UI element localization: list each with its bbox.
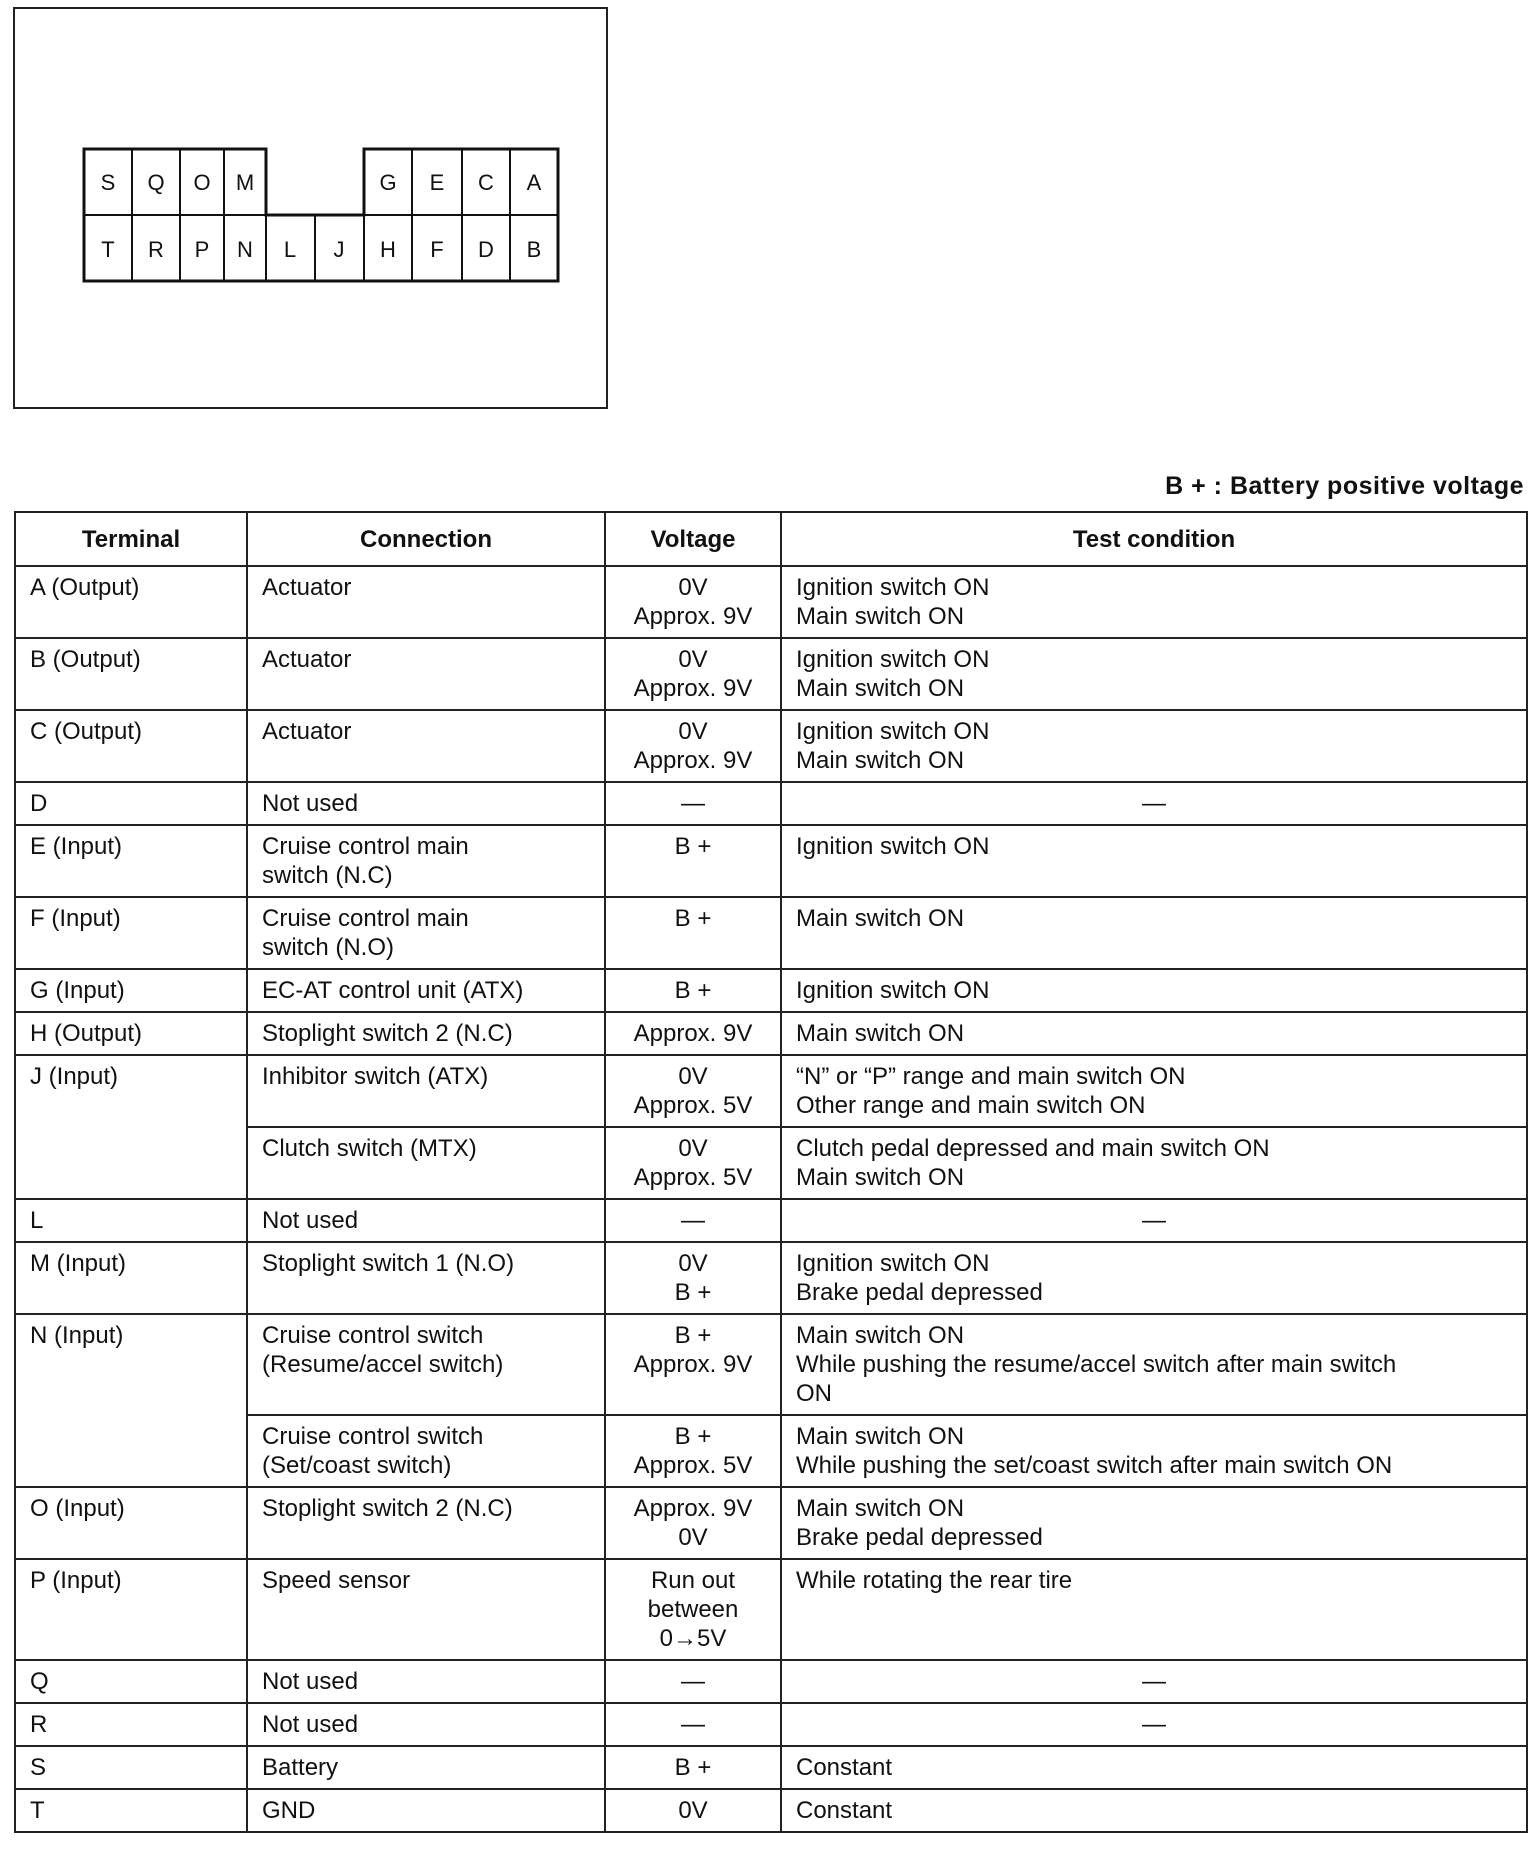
table-row xyxy=(15,1660,1527,1703)
condition-cell: Ignition switch ON xyxy=(781,825,1527,897)
terminal-cell: N (Input) xyxy=(15,1314,247,1487)
terminal-cell: H (Output) xyxy=(15,1012,247,1055)
voltage-cell: Run out between 0→5V xyxy=(605,1559,781,1660)
table-row xyxy=(15,710,1527,782)
terminal-spec-table xyxy=(14,511,1528,1833)
terminal-cell: S xyxy=(15,1746,247,1789)
terminal-cell: D xyxy=(15,782,247,825)
voltage-cell: 0V Approx. 5V xyxy=(605,1127,781,1199)
terminal-cell: R xyxy=(15,1703,247,1746)
condition-cell: Ignition switch ON Main switch ON xyxy=(781,566,1527,638)
connection-cell: Inhibitor switch (ATX) xyxy=(247,1055,605,1127)
table-row xyxy=(15,1314,1527,1415)
pin-label: N xyxy=(237,237,253,262)
table-row xyxy=(15,825,1527,897)
pin-label: S xyxy=(100,170,116,195)
connection-cell: Actuator xyxy=(247,566,605,638)
connection-cell: GND xyxy=(247,1789,605,1832)
terminal-cell: F (Input) xyxy=(15,897,247,969)
connection-cell: Cruise control switch (Set/coast switch) xyxy=(247,1415,605,1487)
table-row xyxy=(15,897,1527,969)
table-row xyxy=(15,638,1527,710)
connection-cell: Actuator xyxy=(247,638,605,710)
connection-cell: Cruise control main switch (N.O) xyxy=(247,897,605,969)
pin-label: T xyxy=(101,237,115,262)
table-row xyxy=(15,1012,1527,1055)
pin-label: P xyxy=(194,237,210,262)
table-row xyxy=(15,1789,1527,1832)
terminal-cell: T xyxy=(15,1789,247,1832)
pin-label: R xyxy=(148,237,164,262)
table-row xyxy=(15,1055,1527,1127)
table-row xyxy=(15,1746,1527,1789)
connection-cell: Clutch switch (MTX) xyxy=(247,1127,605,1199)
condition-cell: Constant xyxy=(781,1789,1527,1832)
connection-cell: Actuator xyxy=(247,710,605,782)
condition-cell: Clutch pedal depressed and main switch ON Main switch ON xyxy=(781,1127,1527,1199)
voltage-cell: B + Approx. 5V xyxy=(605,1415,781,1487)
header-terminal: Terminal xyxy=(15,512,247,566)
connection-cell: Not used xyxy=(247,1199,605,1242)
condition-cell: “N” or “P” range and main switch ON Other range and main switch ON xyxy=(781,1055,1527,1127)
connector-diagram xyxy=(70,137,571,293)
header-voltage: Voltage xyxy=(605,512,781,566)
connection-cell: Stoplight switch 2 (N.C) xyxy=(247,1487,605,1559)
connection-cell: Not used xyxy=(247,1660,605,1703)
condition-cell: Ignition switch ON xyxy=(781,969,1527,1012)
condition-cell: Ignition switch ON Brake pedal depressed xyxy=(781,1242,1527,1314)
condition-cell: Ignition switch ON Main switch ON xyxy=(781,710,1527,782)
terminal-cell: G (Input) xyxy=(15,969,247,1012)
condition-cell: — xyxy=(781,1660,1527,1703)
pin-label: H xyxy=(380,237,396,262)
table-row xyxy=(15,969,1527,1012)
table-row xyxy=(15,1487,1527,1559)
condition-cell: — xyxy=(781,1199,1527,1242)
pin-label: E xyxy=(429,170,445,195)
voltage-cell: Approx. 9V xyxy=(605,1012,781,1055)
table-row xyxy=(15,1559,1527,1660)
pin-label: A xyxy=(526,170,542,195)
condition-cell: Ignition switch ON Main switch ON xyxy=(781,638,1527,710)
connector-figure xyxy=(13,7,608,409)
voltage-cell: 0V Approx. 9V xyxy=(605,638,781,710)
terminal-cell: P (Input) xyxy=(15,1559,247,1660)
table-row xyxy=(15,1242,1527,1314)
table-row xyxy=(15,566,1527,638)
connection-cell: Cruise control switch (Resume/accel switch) xyxy=(247,1314,605,1415)
pin-label: J xyxy=(333,237,345,262)
voltage-cell: 0V Approx. 9V xyxy=(605,710,781,782)
pin-label: C xyxy=(478,170,494,195)
terminal-cell: A (Output) xyxy=(15,566,247,638)
pin-label: F xyxy=(430,237,444,262)
voltage-cell: B + xyxy=(605,969,781,1012)
terminal-cell: B (Output) xyxy=(15,638,247,710)
pin-label: D xyxy=(478,237,494,262)
terminal-cell: L xyxy=(15,1199,247,1242)
voltage-cell: B + xyxy=(605,1746,781,1789)
voltage-cell: — xyxy=(605,1660,781,1703)
pin-label: Q xyxy=(147,170,165,195)
voltage-cell: B + xyxy=(605,897,781,969)
pin-label: G xyxy=(379,170,397,195)
condition-cell: Constant xyxy=(781,1746,1527,1789)
table-row xyxy=(15,1199,1527,1242)
condition-cell: Main switch ON While pushing the resume/accel switch after main switch ON xyxy=(781,1314,1527,1415)
battery-voltage-note: B + : Battery positive voltage xyxy=(1165,472,1524,500)
condition-cell: — xyxy=(781,1703,1527,1746)
table-header-row xyxy=(15,512,1527,566)
voltage-cell: 0V Approx. 9V xyxy=(605,566,781,638)
connection-cell: Stoplight switch 1 (N.O) xyxy=(247,1242,605,1314)
terminal-cell: C (Output) xyxy=(15,710,247,782)
pin-label: B xyxy=(526,237,542,262)
condition-cell: — xyxy=(781,782,1527,825)
connection-cell: Not used xyxy=(247,1703,605,1746)
voltage-cell: Approx. 9V 0V xyxy=(605,1487,781,1559)
terminal-cell: E (Input) xyxy=(15,825,247,897)
connection-cell: Cruise control main switch (N.C) xyxy=(247,825,605,897)
condition-cell: Main switch ON While pushing the set/coast switch after main switch ON xyxy=(781,1415,1527,1487)
pin-label: M xyxy=(235,170,255,195)
condition-cell: Main switch ON Brake pedal depressed xyxy=(781,1487,1527,1559)
terminal-cell: J (Input) xyxy=(15,1055,247,1199)
voltage-cell: B + xyxy=(605,825,781,897)
condition-cell: While rotating the rear tire xyxy=(781,1559,1527,1660)
terminal-cell: M (Input) xyxy=(15,1242,247,1314)
connection-cell: EC-AT control unit (ATX) xyxy=(247,969,605,1012)
voltage-cell: B + Approx. 9V xyxy=(605,1314,781,1415)
connection-cell: Battery xyxy=(247,1746,605,1789)
voltage-cell: 0V Approx. 5V xyxy=(605,1055,781,1127)
pin-label: L xyxy=(283,237,297,262)
voltage-cell: 0V xyxy=(605,1789,781,1832)
terminal-cell: Q xyxy=(15,1660,247,1703)
header-test-condition: Test condition xyxy=(781,512,1527,566)
voltage-cell: — xyxy=(605,1703,781,1746)
connection-cell: Stoplight switch 2 (N.C) xyxy=(247,1012,605,1055)
connection-cell: Speed sensor xyxy=(247,1559,605,1660)
condition-cell: Main switch ON xyxy=(781,1012,1527,1055)
terminal-cell: O (Input) xyxy=(15,1487,247,1559)
table-row xyxy=(15,1703,1527,1746)
voltage-cell: 0V B + xyxy=(605,1242,781,1314)
condition-cell: Main switch ON xyxy=(781,897,1527,969)
connection-cell: Not used xyxy=(247,782,605,825)
voltage-cell: — xyxy=(605,782,781,825)
pin-label: O xyxy=(193,170,211,195)
table-row xyxy=(15,782,1527,825)
header-connection: Connection xyxy=(247,512,605,566)
voltage-cell: — xyxy=(605,1199,781,1242)
